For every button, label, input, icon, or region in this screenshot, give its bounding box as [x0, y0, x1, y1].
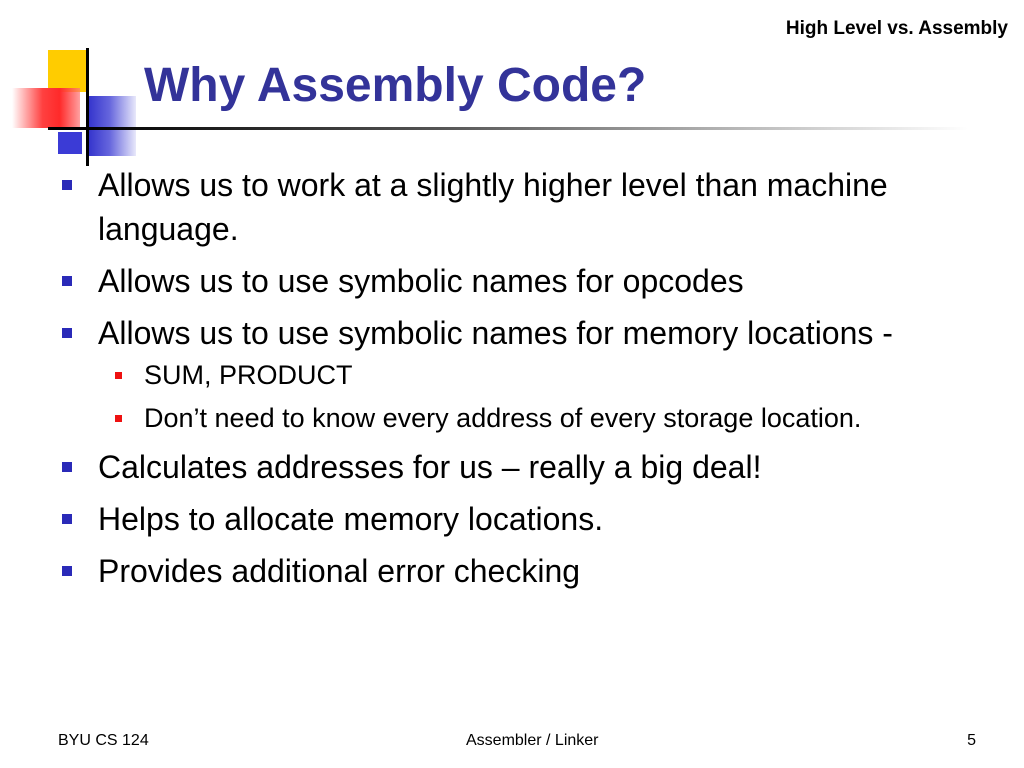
sub-bullet-text: SUM, PRODUCT — [144, 360, 353, 390]
footer-course: BYU CS 124 — [58, 732, 149, 749]
bullet-text: Allows us to use symbolic names for opcodes — [98, 263, 744, 299]
slide-title: Why Assembly Code? — [144, 59, 647, 112]
bullet-text: Provides additional error checking — [98, 553, 581, 589]
square-bullet-icon — [62, 462, 72, 472]
small-square-bullet-icon — [115, 372, 122, 379]
sub-bullet-list — [98, 357, 958, 437]
bullet-list — [58, 163, 958, 601]
bullet-text: Allows us to use symbolic names for memory locations - — [98, 315, 893, 351]
square-bullet-icon — [62, 276, 72, 286]
bullet-text: Calculates addresses for us – really a big deal! — [98, 449, 762, 485]
deco-blue-square — [88, 96, 136, 156]
bullet-item — [58, 163, 958, 251]
title-underline-rule — [88, 127, 968, 130]
decorative-logo-blocks — [0, 0, 150, 170]
square-bullet-icon — [62, 514, 72, 524]
deco-blue-small-square — [58, 132, 82, 154]
section-label: High Level vs. Assembly — [785, 18, 1008, 39]
deco-vertical-line — [86, 48, 89, 166]
footer-page-number: 5 — [967, 732, 976, 749]
square-bullet-icon — [62, 180, 72, 190]
sub-bullet-item — [98, 400, 958, 437]
bullet-text: Allows us to work at a slightly higher level than machine language. — [98, 167, 888, 247]
small-square-bullet-icon — [115, 415, 122, 422]
sub-bullet-item — [98, 357, 958, 394]
deco-yellow-square — [48, 50, 86, 92]
bullet-item — [58, 445, 958, 489]
square-bullet-icon — [62, 328, 72, 338]
deco-red-bar — [12, 88, 80, 128]
bullet-text: Helps to allocate memory locations. — [98, 501, 604, 537]
bullet-item — [58, 549, 958, 593]
footer-topic: Assembler / Linker — [466, 732, 599, 749]
bullet-item — [58, 497, 958, 541]
bullet-item — [58, 259, 958, 303]
square-bullet-icon — [62, 566, 72, 576]
bullet-item — [58, 311, 958, 437]
sub-bullet-text: Don’t need to know every address of every storage location. — [144, 403, 862, 433]
